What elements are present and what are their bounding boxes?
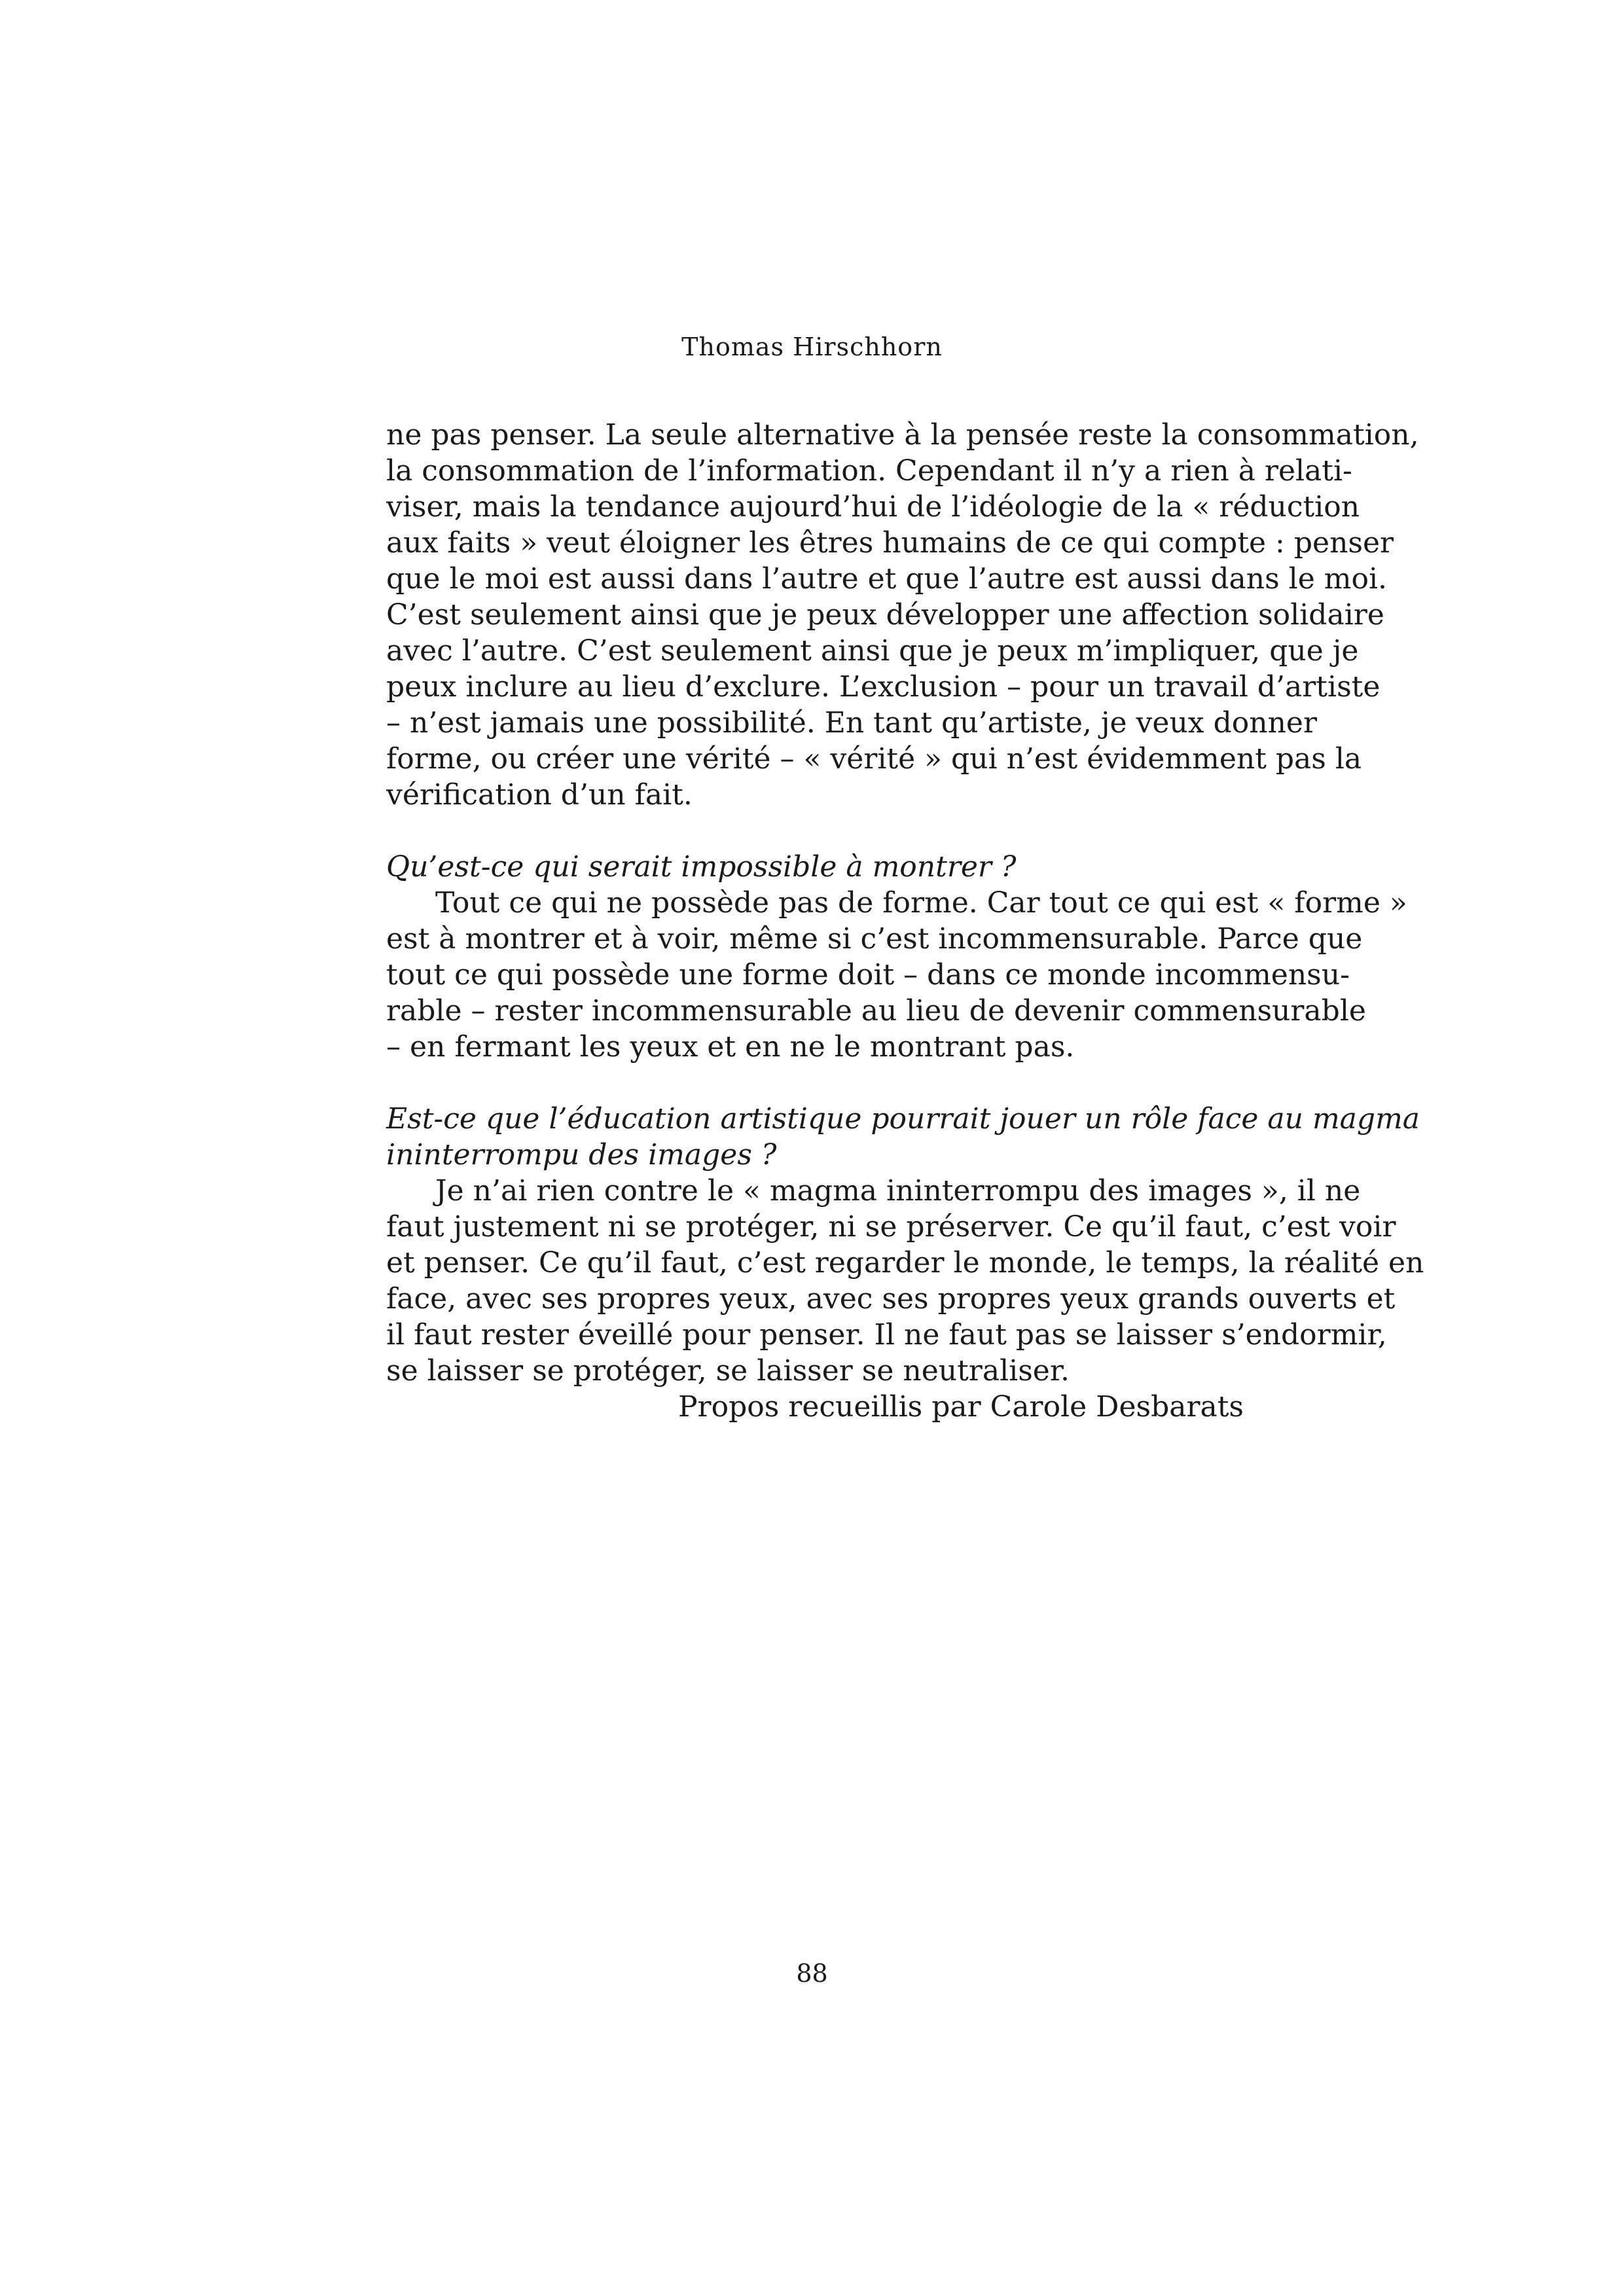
question-line: ininterrompu des images ? (386, 1138, 777, 1172)
text-line: faut justement ni se protéger, ni se préserver. Ce qu’il faut, c’est voir (386, 1210, 1396, 1244)
text-line: il faut rester éveillé pour penser. Il ne faut pas se laisser s’endormir, (386, 1318, 1387, 1352)
body-text (386, 417, 1424, 1425)
text-line: rable – rester incommensurable au lieu de devenir commensurable (386, 994, 1366, 1028)
question-line: Est-ce que l’éducation artistique pourrait jouer un rôle face au magma (386, 1102, 1420, 1136)
text-line: aux faits » veut éloigner les êtres humains de ce qui compte : penser (386, 526, 1394, 560)
interview-credit: Propos recueillis par Carole Desbarats (677, 1390, 1244, 1424)
text-line: ne pas penser. La seule alternative à la pensée reste la consommation, (386, 418, 1419, 452)
interview-question (386, 849, 1244, 885)
text-line: avec l’autre. C’est seulement ainsi que je peux m’impliquer, que je (386, 634, 1359, 668)
paragraph-gap (386, 1065, 1244, 1101)
text-line: – n’est jamais une possibilité. En tant qu’artiste, je veux donner (386, 706, 1317, 740)
text-line: est à montrer et à voir, même si c’est incommensurable. Parce que (386, 922, 1363, 956)
paragraph-continued (386, 417, 1419, 813)
text-line: la consommation de l’information. Cependant il n’y a rien à relati- (386, 454, 1352, 488)
interview-question (386, 1101, 1420, 1173)
text-line: forme, ou créer une vérité – « vérité » qui n’est évidemment pas la (386, 742, 1362, 776)
page-number: 88 (796, 1959, 828, 1988)
text-line: Tout ce qui ne possède pas de forme. Car tout ce qui est « forme » (435, 886, 1407, 920)
text-line: C’est seulement ainsi que je peux développer une affection solidaire (386, 598, 1384, 632)
text-line: se laisser se protéger, se laisser se neutraliser. (386, 1354, 1070, 1388)
text-line: viser, mais la tendance aujourd’hui de l’idéologie de la « réduction (386, 490, 1360, 524)
text-line: peux inclure au lieu d’exclure. L’exclusion – pour un travail d’artiste (386, 670, 1380, 704)
text-line: Je n’ai rien contre le « magma ininterrompu des images », il ne (435, 1174, 1361, 1208)
text-line: et penser. Ce qu’il faut, c’est regarder le monde, le temps, la réalité en (386, 1246, 1424, 1280)
interview-answer (386, 1173, 1424, 1389)
text-line: que le moi est aussi dans l’autre et que l’autre est aussi dans le moi. (386, 562, 1387, 596)
interview-answer (386, 885, 1407, 1065)
text-line: tout ce qui possède une forme doit – dans ce monde incommensu- (386, 958, 1350, 992)
text-line: face, avec ses propres yeux, avec ses propres yeux grands ouverts et (386, 1282, 1396, 1316)
question-line: Qu’est-ce qui serait impossible à montrer ? (386, 850, 1017, 884)
text-line: – en fermant les yeux et en ne le montrant pas. (386, 1030, 1075, 1064)
paragraph-gap (386, 813, 1244, 849)
running-head: Thomas Hirschhorn (681, 332, 943, 361)
text-line: vérification d’un fait. (386, 778, 693, 812)
